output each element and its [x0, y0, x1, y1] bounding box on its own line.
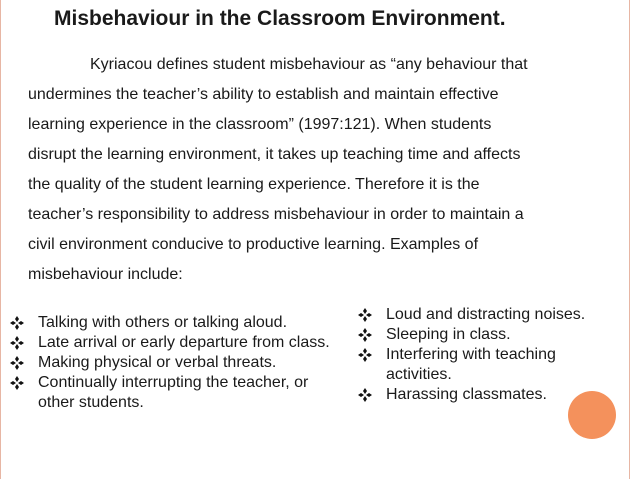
diamond-bullet-icon [10, 356, 24, 370]
list-item-text: Continually interrupting the teacher, or other students. [38, 374, 309, 411]
list-item [10, 373, 340, 413]
list-item [10, 313, 340, 333]
diamond-bullet-icon [358, 308, 372, 322]
paragraph-line: Kyriacou defines student misbehaviour as “any behaviour that [90, 56, 528, 73]
paragraph-line: undermines the teacher’s ability to establish and maintain effective [28, 86, 499, 103]
list-item-text: Talking with others or talking aloud. [38, 314, 288, 331]
list-item [358, 305, 618, 325]
paragraph-line: learning experience in the classroom” (1997:121). When students [28, 116, 492, 133]
paragraph-line: teacher’s responsibility to address misbehaviour in order to maintain a [28, 206, 524, 223]
list-item-text: Interfering with teaching activities. [386, 346, 556, 383]
diamond-bullet-icon [358, 348, 372, 362]
decorative-orange-circle [568, 391, 616, 439]
list-item-text: Sleeping in class. [386, 326, 511, 343]
list-item-text: Late arrival or early departure from class. [38, 334, 330, 351]
slide-title: Misbehaviour in the Classroom Environment. [54, 7, 506, 30]
diamond-bullet-icon [358, 328, 372, 342]
misbehaviour-list-right [358, 305, 618, 405]
list-item-text: Making physical or verbal threats. [38, 354, 277, 371]
list-item [10, 333, 340, 353]
diamond-bullet-icon [10, 376, 24, 390]
paragraph-line: the quality of the student learning experience. Therefore it is the [28, 176, 480, 193]
diamond-bullet-icon [358, 388, 372, 402]
diamond-bullet-icon [10, 316, 24, 330]
paragraph-line: misbehaviour include: [28, 266, 183, 283]
paragraph-line: disrupt the learning environment, it takes up teaching time and affects [28, 146, 521, 163]
list-item [358, 325, 618, 345]
list-item [10, 353, 340, 373]
list-item-text: Harassing classmates. [386, 386, 547, 403]
intro-paragraph [28, 50, 598, 290]
paragraph-line: civil environment conducive to productive learning. Examples of [28, 236, 479, 253]
list-item-text: Loud and distracting noises. [386, 306, 586, 323]
diamond-bullet-icon [10, 336, 24, 350]
list-item [358, 345, 618, 385]
misbehaviour-list-left [10, 313, 340, 413]
